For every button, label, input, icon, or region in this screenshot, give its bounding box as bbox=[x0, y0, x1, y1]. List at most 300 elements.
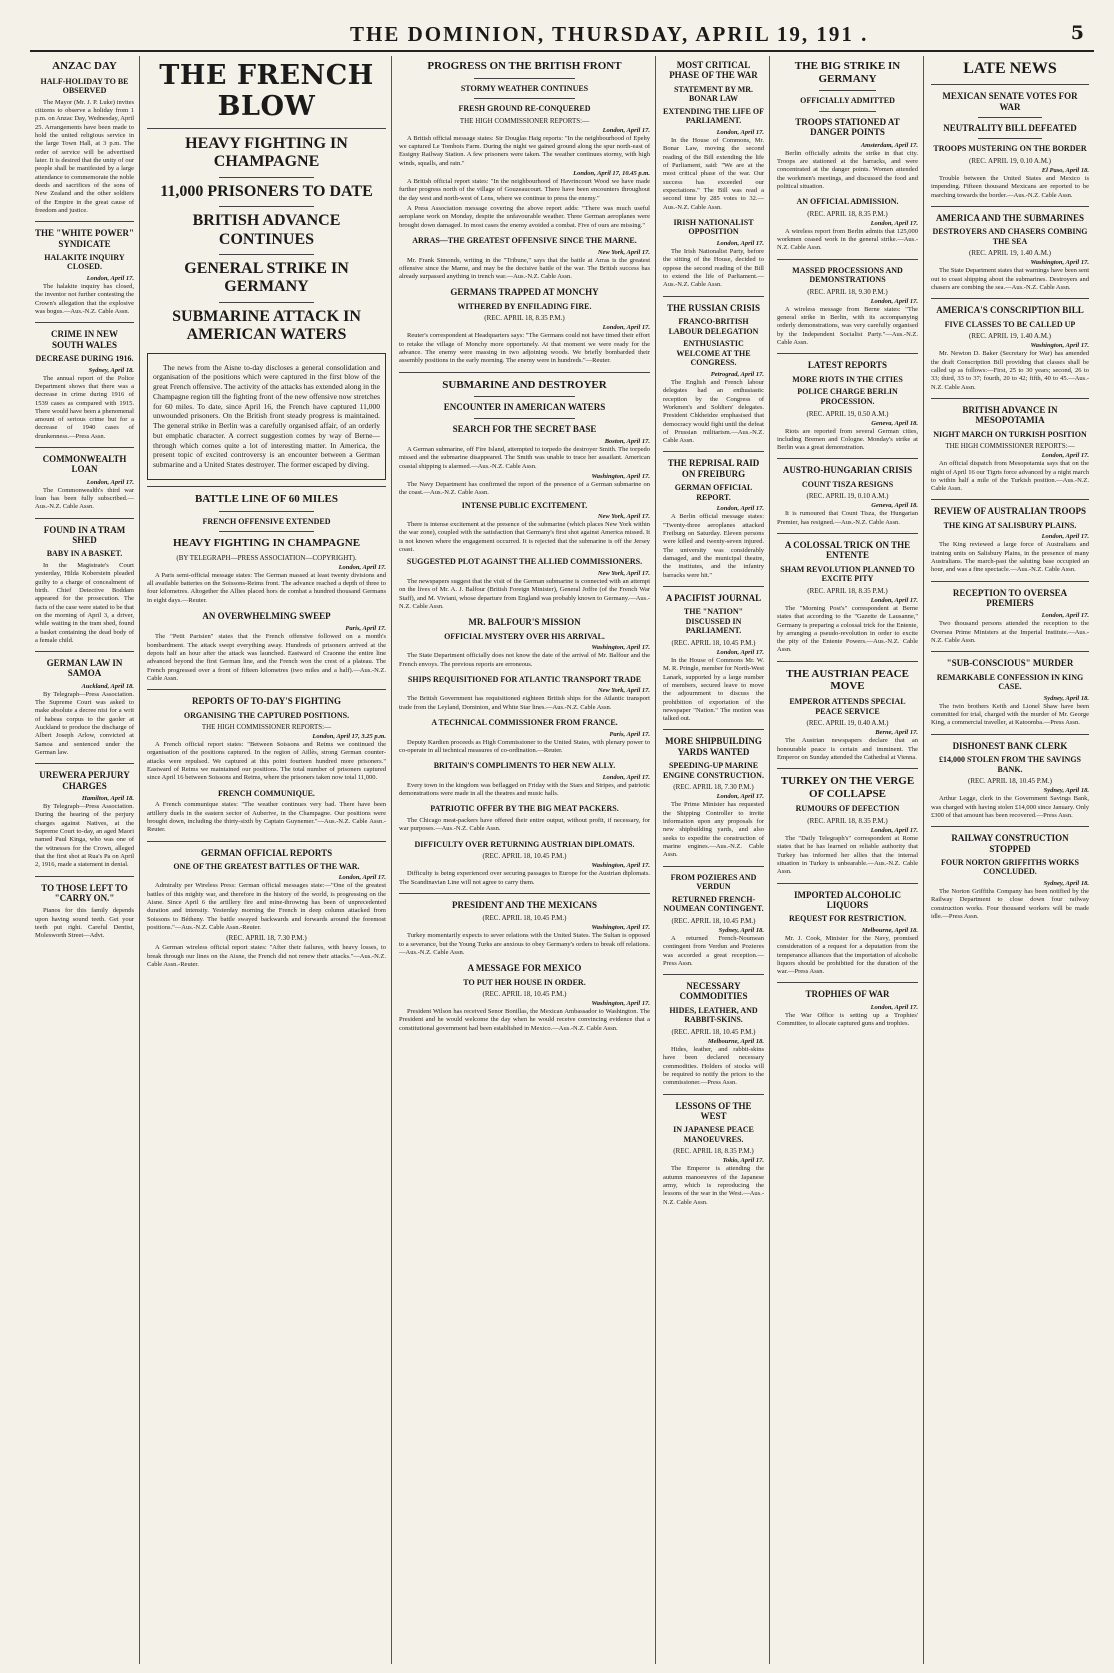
masthead-title: THE DOMINION, THURSDAY, APRIL 19, 191 . bbox=[350, 22, 869, 46]
body-text: The English and French labour delegates had an enthusiastic reception by the Congress of Workmen's and Soldiers' delegates. President Chkheidze emphasised that democracy would fight until the defeat of Prussian militarism.—Aus.-N.Z. Cable Assn. bbox=[663, 378, 764, 445]
divider bbox=[931, 298, 1089, 299]
divider bbox=[219, 254, 315, 255]
received-line: (REC. APRIL 18, 8.35 P.M.) bbox=[807, 209, 888, 218]
headline: GERMAN LAW IN SAMOA bbox=[46, 658, 123, 679]
divider bbox=[931, 206, 1089, 207]
headline: AUSTRO-HUNGARIAN CRISIS bbox=[782, 465, 913, 476]
subheadline: IRISH NATIONALIST OPPOSITION bbox=[673, 217, 754, 237]
subheadline: SPEEDING-UP MARINE ENGINE CONSTRUCTION. bbox=[663, 761, 764, 780]
body-text: A German wireless official report states: "After their failures, with heavy losses, to break through our lines on the Aisne, the French did not renew their attacks."—Aus.-N.Z. Cable Assn.-Reuter. bbox=[147, 944, 386, 968]
headline: TROOPS STATIONED AT DANGER POINTS bbox=[795, 116, 900, 138]
received-line: (REC. APRIL 19, 1.40 A.M.) bbox=[969, 332, 1051, 341]
dateline: Hamilton, April 18. bbox=[81, 795, 134, 803]
subheadline: FRANCO-BRITISH LABOUR DELEGATION bbox=[668, 316, 759, 336]
body-text: The War Office is setting up a Trophies' Committee, to allocate captured guns and trophies. bbox=[777, 1011, 918, 1028]
body-text: Every town in the kingdom was beflagged on Friday with the Stars and Stripes, and patriotic demonstrations were made in all the theatres and music halls. bbox=[399, 781, 650, 798]
headline: THE REPRISAL RAID ON FREIBURG bbox=[667, 458, 760, 479]
body-text: The Mayor (Mr. J. P. Luke) invites citizens to observe a holiday from 1 p.m. on Anzac Day, Wednesday, April 25. Arrangements have been made to hold the united religious service in the large Town Hall, at 3 p.m. The order of service will be advertised later. It is desired that the unity of our people shall be manifested by a large attendance to commemorate the noble deeds and sacrifices of the sons of New Zealand and the other soldiers of the Empire in the great cause of freedom and justice. bbox=[35, 98, 134, 214]
body-text: There is intense excitement at the presence of the submarine (which places New York within the war zone), coupled with the satisfaction that Germany's first shot against America missed. It is not known where the engagement occurred. It is rejected that the submarine is off the Jersey coast. bbox=[399, 521, 650, 554]
divider bbox=[219, 531, 315, 532]
main-headline: THE FRENCH BLOW bbox=[159, 60, 374, 123]
headline: HEAVY FIGHTING IN CHAMPAGNE bbox=[185, 135, 348, 171]
received-line: (REC. APRIL 19, 0.40 A.M.) bbox=[806, 719, 889, 728]
subheadline: HIDES, LEATHER, AND RABBIT-SKINS. bbox=[669, 1005, 758, 1025]
headline: DISHONEST BANK CLERK bbox=[952, 740, 1068, 751]
received-line: (REC. APRIL 19, 0.10 A.M.) bbox=[969, 157, 1051, 166]
story-urewera-perjury bbox=[35, 770, 134, 869]
dateline: London, April 17. bbox=[602, 126, 650, 134]
story-shipbuilding-yards bbox=[663, 736, 764, 859]
dateline: Tokio, April 17. bbox=[722, 1157, 764, 1165]
subheadline: DESTROYERS AND CHASERS COMBING THE SEA bbox=[932, 227, 1088, 246]
subheadline: TO PUT HER HOUSE IN ORDER. bbox=[463, 977, 586, 987]
story-battle-line bbox=[147, 493, 386, 605]
headline: NEUTRALITY BILL DEFEATED bbox=[943, 123, 1077, 134]
subheadline: THE "NATION" DISCUSSED IN PARLIAMENT. bbox=[683, 607, 744, 636]
story-dishonest-bank-clerk bbox=[931, 741, 1089, 820]
divider bbox=[147, 841, 386, 842]
body-text: Turkey momentarily expects to sever relations with the United States. The Sultan is opposed to a severance, but the Young Turks are anxious to obey Germany's orders to break off relations.—Aus.-N.Z. Cable Assn. bbox=[399, 932, 650, 956]
body-text: Two thousand persons attended the reception to the Oversea Prime Ministers at the Imperial Institute.—Aus.-N.Z. Cable Assn. bbox=[931, 620, 1089, 644]
body-text: The Norton Griffiths Company has been notified by the Railway Department to close down four railway construction works. Four thousand workers will be made idle.—Press Assn. bbox=[931, 888, 1089, 921]
headline: GERMANS TRAPPED AT MONCHY bbox=[450, 287, 599, 298]
subheadline: DIFFICULTY OVER RETURNING AUSTRIAN DIPLOMATS. bbox=[414, 839, 635, 849]
divider bbox=[219, 511, 315, 512]
subheadline: HALAKITE INQUIRY CLOSED. bbox=[44, 252, 125, 272]
headline: AN OVERWHELMING SWEEP bbox=[202, 610, 331, 621]
body-text: The British Government has requisitioned eighteen British ships for the Atlantic transport trade from the Leyland, Dominion, and White Star lines.—Aus.-N.Z. Cable Assn. bbox=[399, 695, 650, 711]
dateline: London, April 17. bbox=[870, 1003, 918, 1011]
subheadline: COUNT TISZA RESIGNS bbox=[801, 479, 894, 489]
body-text: Mr. Frank Simonds, writing in the "Tribune," says that the battle at Arras is the greatest offensive since the Marne, and may be the decisive battle of the war. The British success has already surpassed anything in trench war.—Aus.-N.Z. Cable Assn. bbox=[399, 256, 650, 281]
body-text: The Prime Minister has requested the Shipping Controller to invite information upon any proposals for new shipbuilding yards, and also seeks to expedite the construction of marine engines.—Aus.-N.Z. Cable Assn. bbox=[663, 801, 764, 859]
body-text: In the Magistrate's Court yesterday, Hilda Koberstein pleaded guilty to a charge of concealment of birth. Chief Detective Boddam appeared for the prosecution. The facts of the case were stated to be that on the morning of April 3, a driver, while waiting in the tram shed, found a basket containing the dead body of a female child. bbox=[35, 562, 134, 644]
divider bbox=[474, 78, 574, 79]
dateline: Washington, April 17. bbox=[1030, 342, 1089, 350]
story-commonwealth-loan bbox=[35, 454, 134, 512]
story-late-news bbox=[931, 60, 1089, 200]
body-text: President Wilson has received Senor Bonillas, the Mexican Ambassador to Washington. The President and he would welcome the day when he would receive convincing evidence that a constitutional government had been established in Mexico.—Aus.-N.Z. Cable Assn. bbox=[399, 1008, 650, 1032]
dateline: Sydney, April 18. bbox=[1043, 787, 1089, 795]
dateline: London, April 17. bbox=[716, 648, 764, 656]
body-text: Hides, leather, and rabbit-skins have been declared necessary commodities. Holders of stocks will be required to notify the prices to the commissioner.—Press Assn. bbox=[663, 1046, 764, 1087]
dateline: Paris, April 17. bbox=[345, 625, 386, 633]
body-text: The "Daily Telegraph's" correspondent at Rome states that he has learned on reliable authority that Turkey has informed her allies that the internal situation in Turkey is unbearable.—Aus.-N.Z. Cable Assn. bbox=[777, 835, 918, 876]
headline: MORE SHIPBUILDING YARDS WANTED bbox=[665, 736, 762, 757]
subheadline: REQUEST FOR RESTRICTION. bbox=[789, 914, 906, 924]
received-line: (REC. APRIL 18, 10.45 P.M.) bbox=[671, 1028, 756, 1036]
headline: REVIEW OF AUSTRALIAN TROOPS bbox=[933, 506, 1087, 517]
subheadline: MORE RIOTS IN THE CITIES bbox=[792, 374, 903, 384]
divider bbox=[474, 396, 574, 397]
subheadline: GERMAN OFFICIAL REPORT. bbox=[674, 483, 753, 502]
body-text: A German submarine, off Fire Island, attempted to torpedo the destroyer Smith. The torpedo missed and the submarine disappeared. The Smith was unable to trace her assailant. American coastal shipping is alarmed.—Aus.-N.Z. Cable Assn. bbox=[399, 446, 650, 470]
story-britain-compliments bbox=[399, 761, 650, 798]
dateline: Washington, April 17. bbox=[591, 644, 650, 652]
story-austrian-diplomats bbox=[399, 840, 650, 887]
story-message-mexico bbox=[399, 963, 650, 1033]
dateline: New York, April 17. bbox=[597, 248, 650, 256]
headline: SUBMARINE AND DESTROYER bbox=[442, 378, 607, 391]
story-anzac-day bbox=[35, 60, 134, 215]
divider bbox=[399, 372, 650, 373]
story-german-law-samoa bbox=[35, 658, 134, 757]
body-text: The halakite inquiry has closed, the inventor not further contesting the Crown's allegation that the explosive was bogus.—Aus.-N.Z. Cable Assn. bbox=[35, 283, 134, 316]
divider bbox=[777, 883, 918, 884]
headline: RAILWAY CONSTRUCTION STOPPED bbox=[951, 833, 1069, 854]
dateline: London, April 17. bbox=[86, 478, 134, 486]
divider bbox=[777, 458, 918, 459]
story-british-front bbox=[399, 60, 650, 230]
dateline: Melbourne, April 18. bbox=[861, 926, 918, 934]
divider bbox=[777, 353, 918, 354]
divider bbox=[931, 499, 1089, 500]
body-text: Arthur Legge, clerk in the Government Savings Bank, was charged with having stolen £14,000 since January. Only £300 of that amount has been recovered.—Press Assn. bbox=[931, 795, 1089, 819]
dateline: Geneva, April 18. bbox=[871, 419, 918, 427]
caption: THE HIGH COMMISSIONER REPORTS:— bbox=[945, 442, 1075, 451]
body-text: Reuter's correspondent at Headquarters says: "The Germans could not have timed their effort to retake the village of Monchy more opportunely. At that moment we were ready for the advance. The enemy were massing in two adjoining woods. We briefly bombarded their assembly positions in the early morning. The enemy were in hundreds."—Reuter. bbox=[399, 332, 650, 365]
headline: AMERICA'S CONSCRIPTION BILL bbox=[936, 305, 1084, 316]
divider bbox=[147, 128, 386, 129]
headline: AMERICA AND THE SUBMARINES bbox=[935, 212, 1085, 223]
body-text: A returned French-Noumean contingent from Verdun and Pozieres was accorded a great reception.—Press Assn. bbox=[663, 934, 764, 967]
headline: BRITISH ADVANCE CONTINUES bbox=[192, 212, 341, 248]
body-text: A Press Association message covering the above report adds: "There was much useful aeroplane work on Monday, despite the unfavourable weather. Three German aeroplanes were brought down damaged. In most cases the enemy avoided a combat. Five of ours are missing." bbox=[399, 205, 650, 229]
divider bbox=[474, 418, 574, 419]
headline: COMMONWEALTH LOAN bbox=[42, 454, 127, 475]
subheadline: £14,000 STOLEN FROM THE SAVINGS BANK. bbox=[938, 755, 1082, 774]
story-ships-requisitioned bbox=[399, 675, 650, 712]
divider bbox=[35, 447, 134, 448]
received-line: (REC. APRIL 18, 8.35 P.M.) bbox=[807, 586, 888, 595]
column-4 bbox=[658, 56, 770, 1664]
dateline: London, April 17. bbox=[716, 129, 764, 137]
story-submarine-destroyer bbox=[399, 379, 650, 612]
story-overwhelming-sweep bbox=[147, 611, 386, 683]
divider bbox=[978, 138, 1041, 139]
dateline: Washington, April 17. bbox=[591, 472, 650, 480]
dateline: London, April 17, 10.45 p.m. bbox=[573, 170, 650, 178]
subheadline: TROOPS MUSTERING ON THE BORDER bbox=[933, 144, 1087, 154]
divider bbox=[663, 729, 764, 730]
subheadline: INTENSE PUBLIC EXCITEMENT. bbox=[461, 500, 588, 510]
story-crime-nsw bbox=[35, 329, 134, 441]
body-text: The Chicago meat-packers have offered their entire output, without profit, if necessary, for war purposes.—Aus.-N.Z. Cable Assn. bbox=[399, 817, 650, 833]
headline: HEAVY FIGHTING IN CHAMPAGNE bbox=[172, 537, 361, 550]
body-text: The newspapers suggest that the visit of the German submarine is connected with an attempt on the lives of Mr. A. J. Balfour (British Foreign Minister), General Joffre (of the French War Staff), and M. Viviani, whose departure from England was probably known to Germany.—Aus.-N.Z. Cable Assn. bbox=[399, 578, 650, 610]
story-irish-nationalist bbox=[663, 218, 764, 290]
dateline: London, April 17. bbox=[870, 827, 918, 835]
body-text: Berlin officially admits the strike in that city. Troops are stationed at the barracks, and were concentrated at the danger points. Women attended the workmen's meetings, and discussed the food and political situation. bbox=[777, 149, 918, 190]
body-text: By Telegraph—Press Association. During the hearing of the perjury charges against Natives, at the Supreme Court to-day, an aged Maori named Paul Kinga, who was one of the witnesses for the Crown, alleged that the first shot at Rua's Pa on April 2, 1916, made a statement in denial. bbox=[35, 803, 134, 869]
headline: A COLOSSAL TRICK ON THE ENTENTE bbox=[784, 540, 911, 561]
dateline: London, April 17. bbox=[1041, 533, 1089, 541]
body-text: The State Department states that warnings have been sent out to coast shipping about the submarines. Destroyers and chasers are combing the sea.—Aus.-N.Z. Cable Assn. bbox=[931, 267, 1089, 292]
received-line: (REC. APRIL 18, 10.45 P.M.) bbox=[671, 916, 756, 925]
headline: BRITISH ADVANCE IN MESOPOTAMIA bbox=[962, 404, 1058, 426]
headline: TROPHIES OF WAR bbox=[805, 989, 890, 1000]
headline: IMPORTED ALCOHOLIC LIQUORS bbox=[794, 889, 901, 910]
received-line: (REC. APRIL 18, 8.35 P.M.) bbox=[484, 314, 565, 323]
received-line: (REC. APRIL 19, 1.40 A.M.) bbox=[969, 249, 1051, 258]
received-line: (REC. APRIL 18, 10.45 P.M.) bbox=[671, 638, 756, 647]
body-text: The twin brothers Keith and Lionel Shaw have been committed for trial, charged with the murder of Mr. George King, a commercial traveller, at Katoomba.—Press Assn. bbox=[931, 702, 1089, 727]
subheadline: SUGGESTED PLOT AGAINST THE ALLIED COMMISSIONERS. bbox=[406, 557, 643, 567]
divider bbox=[777, 768, 918, 769]
divider bbox=[663, 974, 764, 975]
story-oversea-premiers bbox=[931, 588, 1089, 646]
divider bbox=[663, 586, 764, 587]
dateline: Washington, April 17. bbox=[591, 924, 650, 932]
dateline: London, April 17. bbox=[602, 324, 650, 332]
subheadline: SHIPS REQUISITIONED FOR ATLANTIC TRANSPORT TRADE bbox=[407, 674, 642, 684]
body-text: The Emperor is attending the autumn manoeuvres of the Japanese army, which is reproducing the lessons of the war in the West.—Aus.-N.Z. Cable Assn. bbox=[663, 1165, 764, 1206]
headline: THE RUSSIAN CRISIS bbox=[666, 302, 761, 313]
received-line: (REC. APRIL 18, 10.45 P.M.) bbox=[482, 914, 567, 923]
dateline: New York, April 17. bbox=[597, 513, 650, 521]
headline: UREWERA PERJURY CHARGES bbox=[39, 770, 130, 791]
subheadline: OFFICIAL MYSTERY OVER HIS ARRIVAL. bbox=[444, 631, 605, 641]
story-conscription-bill bbox=[931, 305, 1089, 392]
subheadline: THE KING AT SALISBURY PLAINS. bbox=[943, 520, 1077, 530]
dateline: Sydney, April 18. bbox=[88, 366, 134, 374]
section-title: LATE NEWS bbox=[963, 60, 1057, 77]
headline: A PACIFIST JOURNAL bbox=[665, 592, 762, 603]
subheadline: NIGHT MARCH ON TURKISH POSITION bbox=[933, 429, 1087, 439]
dateline: London, April 17. bbox=[716, 240, 764, 248]
story-turkey-collapse bbox=[777, 775, 918, 876]
story-official-admission bbox=[777, 197, 918, 253]
dateline: Washington, April 17. bbox=[591, 862, 650, 870]
subheadline: BABY IN A BASKET. bbox=[46, 549, 123, 559]
subheadline: FOUR NORTON GRIFFITHS WORKS CONCLUDED. bbox=[941, 857, 1079, 877]
body-text: The Irish Nationalist Party, before the sitting of the House, decided to oppose the second reading of the Bill to extend the life of Parliament.—Aus.-N.Z. Cable Assn. bbox=[663, 248, 764, 289]
dateline: London, April 17. bbox=[1041, 452, 1089, 460]
dateline: London, April 17. bbox=[716, 505, 764, 513]
divider bbox=[777, 661, 918, 662]
divider bbox=[147, 689, 386, 690]
story-arras bbox=[399, 236, 650, 282]
divider bbox=[931, 826, 1089, 827]
column-5 bbox=[772, 56, 924, 1664]
body-text: A wireless message from Berne states: "The general strike in Berlin, with its accompanying orderly demonstrations, was very carefully organised by the Independent Socialist Party."—Aus.-N.Z. Cable Assn. bbox=[777, 305, 918, 347]
column-2 bbox=[142, 56, 392, 1664]
story-railway-construction bbox=[931, 833, 1089, 921]
divider bbox=[219, 302, 315, 303]
story-monchy bbox=[399, 287, 650, 365]
headline: FOUND IN A TRAM SHED bbox=[43, 524, 126, 546]
body-text: In the House of Commons, Mr. Bonar Law, moving the second reading of the Bill extending the life of Parliament, said: "We are at the most critical phase of the war. Our success has exceeded our expectations." The Bill was read a second time by 285 votes to 32.—Aus.-N.Z. Cable Assn. bbox=[663, 137, 764, 211]
story-necessary-commodities bbox=[663, 981, 764, 1087]
subheadline: RUMOURS OF DEFECTION bbox=[795, 804, 900, 814]
story-french-blow bbox=[147, 60, 386, 480]
dateline: Auckland, April 18. bbox=[81, 682, 134, 690]
story-america-submarines bbox=[931, 213, 1089, 292]
headline: RECEPTION TO OVERSEA PREMIERS bbox=[952, 587, 1068, 608]
received-line: (REC. APRIL 18, 10.45 P.M.) bbox=[482, 852, 567, 861]
body-text: A French official report states: "Between Soissons and Reims we continued the organisation of the positions captured. In the region of Aillès, strong German counter-attacks were repulsed. We captured at this point fourteen hundred more prisoners." Eastward of Reims we maintained our positions. The total number of prisoners captured since April 16 between Soissons and Reims, where the prisoners taken now total 11,000. bbox=[147, 741, 386, 782]
body-text: The State Department officially does not know the date of the arrival of Mr. Balfour and the French envoys. The previous reports are erroneous. bbox=[399, 652, 650, 668]
story-pacifist-journal bbox=[663, 593, 764, 724]
headline: PROGRESS ON THE BRITISH FRONT bbox=[427, 60, 622, 72]
divider bbox=[931, 84, 1089, 85]
body-text: Riots are reported from several German cities, including Bremen and Cologne. Monday's strike at Berlin was a great demonstration. bbox=[777, 427, 918, 452]
story-russian-crisis bbox=[663, 303, 764, 446]
subheadline: ENTHUSIASTIC WELCOME AT THE CONGRESS. bbox=[676, 339, 751, 368]
body-text: Admiralty per Wireless Press: German official messages state:—"One of the greatest battles of this mighty war, and therefore in the history of the world, is progressing on the Aisne. Since April 6 the artillery fire and mine-throwing has been of unprecedented duration and intensity. Yesterday morning the French in deep column attacked from Soissons to Bétheny. The battle swayed backwards and forwards around the foremost positions."—Aus.-N.Z. Cable Assn.-Reuter. bbox=[147, 882, 386, 932]
received-line: (REC. APRIL 19, 0.10 A.M.) bbox=[806, 492, 889, 501]
headline: ENCOUNTER IN AMERICAN WATERS bbox=[443, 402, 606, 413]
body-text: An official dispatch from Mesopotamia says that on the night of April 16 our Tigris force advanced by a night march to within half a mile of the Turkish position.—Aus.-N.Z. Cable Assn. bbox=[931, 460, 1089, 493]
divider bbox=[663, 296, 764, 297]
body-text: By Telegraph—Press Association. The Supreme Court was asked to make absolute a decree nisi for a writ of habeas corpus to the gaoler at Auckland to produce the discharge of Albert Joseph Arlow, convicted at Samoa and sentenced under the German law. bbox=[35, 690, 134, 757]
headline: THE AUSTRIAN PEACE MOVE bbox=[786, 667, 909, 693]
caption: (BY TELEGRAPH—PRESS ASSOCIATION—COPYRIGHT). bbox=[176, 553, 357, 562]
caption: THE HIGH COMMISSIONER REPORTS:— bbox=[201, 723, 332, 732]
subheadline: RETURNED FRENCH-NOUMEAN CONTINGENT. bbox=[663, 894, 764, 914]
headline: LATEST REPORTS bbox=[807, 360, 888, 371]
story-president-mexicans bbox=[399, 900, 650, 957]
story-carry-on-advt bbox=[35, 883, 134, 941]
body-text: A Paris semi-official message states: The German massed at least twenty divisions and all available batteries on the Soissons-Reims front. The advance reached a depth of three to four kilometres. Altogether the Allies placed hors de combat a hundred thousand Germans in eight days.—Reuter. bbox=[147, 571, 386, 604]
subheadline: ORGANISING THE CAPTURED POSITIONS. bbox=[183, 710, 350, 720]
headline: MOST CRITICAL PHASE OF THE WAR bbox=[669, 60, 758, 81]
subheadline: FRENCH COMMUNIQUE. bbox=[218, 788, 315, 798]
dateline: Boston, April 17. bbox=[604, 438, 650, 445]
subheadline: OFFICIALLY ADMITTED bbox=[800, 96, 895, 106]
divider bbox=[663, 451, 764, 452]
headline: ANZAC DAY bbox=[52, 60, 117, 72]
received-line: (REC. APRIL 18, 7.30 P.M.) bbox=[673, 783, 754, 792]
subheadline: DECREASE DURING 1916. bbox=[35, 354, 134, 364]
story-technical-commissioner bbox=[399, 718, 650, 755]
body-text: A Berlin official message states: "Twenty-three aeroplanes attacked Freiburg on Saturday. Eleven persons were killed and twenty-seven injured. The university was considerably damaged, and the municipal theatre, the institutes, and the infantry barracks were hit." bbox=[663, 513, 764, 579]
body-text: Mr. J. Cook, Minister for the Navy, promised consideration of a request for a deputation from the temperance alliances that the importation of alcoholic liquors should be prohibited for the duration of the war.—Press Assn. bbox=[777, 934, 918, 976]
subheadline: FRESH GROUND RE-CONQUERED bbox=[458, 104, 591, 114]
subheadline: HALF-HOLIDAY TO BE OBSERVED bbox=[40, 76, 129, 96]
subheadline: EXTENDING THE LIFE OF PARLIAMENT. bbox=[663, 106, 764, 126]
lead-text: The news from the Aisne to-day discloses a general consolidation and organisation of the positions which were captured in the first blow of the great French offensive. The activity of the attacks has extended along in the Champagne region till the fighting front of the new offensive now stretches for 60 miles. To date, since April 16, the French have captured 11,000 unwounded prisoners. On the British front steady progress is maintained. The general strike in Berlin was a carefully organised affair, of an orderly but emphatic character. A correct suggestion comes by way of Berne—through which comes quite a lot of interesting matter. In America, the present topic of excited controversy is an encounter between a German submarine and a United States destroyer. The former escaped by diving. bbox=[153, 362, 380, 470]
story-alcoholic-liquors bbox=[777, 890, 918, 977]
body-text: It is rumoured that Count Tisza, the Hungarian Premier, has resigned.—Aus.-N.Z. Cable Assn. bbox=[777, 510, 918, 526]
divider bbox=[819, 90, 875, 91]
headline: TO THOSE LEFT TO "CARRY ON." bbox=[41, 882, 128, 903]
dateline: Berne, April 17. bbox=[875, 729, 918, 737]
body-text: The Navy Department has confirmed the report of the presence of a German submarine on the coast.—Aus.-N.Z. Cable Assn. bbox=[399, 480, 650, 497]
divider bbox=[35, 763, 134, 764]
divider bbox=[931, 581, 1089, 582]
column-6 bbox=[926, 56, 1094, 1664]
body-text: A British official message states: Sir Douglas Haig reports: "In the neighbourhood of Epehy we captured Le Tombois Farm. During the night we gained ground along the spur north-east of Essigny Railway Station. A few prisoners were taken. The weather continues stormy, with high winds, squalls, and rain." bbox=[399, 134, 650, 167]
body-text: A wireless report from Berlin admits that 125,000 workmen ceased work in the general strike.—Aus.-N.Z. Cable Assn. bbox=[777, 227, 918, 252]
body-text: Trouble between the United States and Mexico is impending. Fifteen thousand Mexicans are reported to be marching towards the border.—Aus.-N.Z. Cable Assn. bbox=[931, 175, 1089, 199]
subheadline: PATRIOTIC OFFER BY THE BIG MEAT PACKERS. bbox=[430, 804, 619, 814]
page-number: 5 bbox=[1070, 22, 1084, 44]
subheadline: FIVE CLASSES TO BE CALLED UP bbox=[944, 319, 1076, 329]
subheadline: POLICE CHARGE BERLIN PROCESSION. bbox=[797, 387, 898, 406]
dateline: Paris, April 17. bbox=[609, 730, 650, 738]
dateline: New York, April 17. bbox=[597, 687, 650, 695]
received-line: (REC. APRIL 18, 9.30 P.M.) bbox=[807, 287, 888, 296]
body-text: The annual report of the Police Department shows that there was a decrease in crime during 1916 of 1539 cases as compared with 1915. There would have been a phenomenal amount of serious crime but for a decrease of 1940 cases of drunkenness.—Press Assn. bbox=[35, 374, 134, 440]
divider bbox=[931, 734, 1089, 735]
divider bbox=[978, 117, 1041, 118]
dateline: Melbourne, April 18. bbox=[707, 1038, 764, 1045]
headline: THE "WHITE POWER" SYNDICATE bbox=[35, 228, 135, 249]
dateline: Petrograd, April 17. bbox=[710, 370, 764, 378]
divider bbox=[777, 533, 918, 534]
headline: MR. BALFOUR'S MISSION bbox=[468, 617, 581, 628]
body-text: A British official report states: "In the neighbourhood of Havrincourt Wood we have made further progress north of the village of Gouzeaucourt. There have been encounters throughout the day west and north-west of Lens, where we continue to press the enemy." bbox=[399, 178, 650, 202]
subheadline: IN JAPANESE PEACE MANOEUVRES. bbox=[673, 1125, 754, 1144]
column-1 bbox=[30, 56, 140, 1664]
subheadline: MASSED PROCESSIONS AND DEMONSTRATIONS bbox=[792, 265, 903, 285]
subheadline: BRITAIN'S COMPLIMENTS TO HER NEW ALLY. bbox=[433, 761, 616, 771]
story-review-australian-troops bbox=[931, 506, 1089, 574]
story-colossal-trick bbox=[777, 540, 918, 655]
dateline: Sydney, April 18. bbox=[718, 926, 764, 934]
story-mesopotamia bbox=[931, 405, 1089, 494]
subheadline: FRENCH OFFENSIVE EXTENDED bbox=[202, 516, 331, 526]
headline: CRIME IN NEW SOUTH WALES bbox=[50, 329, 118, 350]
masthead bbox=[30, 20, 1094, 52]
divider bbox=[663, 866, 764, 867]
divider bbox=[35, 221, 134, 222]
divider bbox=[35, 322, 134, 323]
divider bbox=[931, 651, 1089, 652]
headline: REPORTS OF TO-DAY'S FIGHTING bbox=[192, 696, 341, 707]
subheadline: ONE OF THE GREATEST BATTLES OF THE WAR. bbox=[173, 861, 360, 871]
headline: GERMAN OFFICIAL REPORTS bbox=[200, 847, 333, 858]
body-text: The "Petit Parisien" states that the French offensive followed on a month's bombardment. The attack swept everything away. Hundreds of prisoners arrived at the depots half an hour after the attack was launched. Eastward of Craonne the entire line advanced beyond the first German line, and the French won the crest of a plateau. The French progressed over a front of fifteen kilometres (two miles and a half).—Aus.-N.Z. Cable Assn. bbox=[147, 633, 386, 682]
story-meat-packers bbox=[399, 804, 650, 833]
headline: "SUB-CONSCIOUS" MURDER bbox=[946, 658, 1074, 669]
headline: LESSONS OF THE WEST bbox=[675, 1100, 752, 1121]
story-tram-shed bbox=[35, 525, 134, 645]
divider bbox=[35, 518, 134, 519]
divider bbox=[35, 876, 134, 877]
dateline: Sydney, April 18. bbox=[1043, 694, 1089, 702]
subheadline: EMPEROR ATTENDS SPECIAL PEACE SERVICE bbox=[789, 697, 906, 716]
divider bbox=[777, 982, 918, 983]
dateline: Geneva, April 18. bbox=[871, 502, 918, 510]
dateline: London, April 17. bbox=[716, 793, 764, 801]
headline: BATTLE LINE OF 60 MILES bbox=[194, 492, 339, 505]
story-subconscious-murder bbox=[931, 658, 1089, 727]
headline: MEXICAN SENATE VOTES FOR WAR bbox=[942, 91, 1078, 112]
divider bbox=[663, 1094, 764, 1095]
caption: THE HIGH COMMISSIONER REPORTS:— bbox=[459, 116, 590, 125]
divider bbox=[219, 206, 315, 207]
subheadline: AN OFFICIAL ADMISSION. bbox=[796, 197, 899, 207]
subheadline: ARRAS—THE GREATEST OFFENSIVE SINCE THE MARNE. bbox=[412, 235, 637, 245]
received-line: (REC. APRIL 18, 8.35 P.M.) bbox=[673, 1147, 754, 1156]
divider bbox=[219, 177, 315, 178]
dateline: London, April 17, 3.25 p.m. bbox=[312, 733, 386, 741]
headline: SEARCH FOR THE SECRET BASE bbox=[452, 423, 597, 434]
headline: 11,000 PRISONERS TO DATE bbox=[160, 182, 373, 200]
subheadline: FROM POZIERES AND VERDUN bbox=[670, 872, 757, 892]
body-text: The King reviewed a large force of Australians and training units on Salisbury Plains, in the presence of many Australians. The march-past the saluting base occupied an hour, and was a fine spectacle.—Aus.-N.Z. Cable Assn. bbox=[931, 541, 1089, 574]
summary-box bbox=[147, 353, 386, 480]
story-critical-phase bbox=[663, 60, 764, 212]
body-text: The Commonwealth's third war loan has been fully subscribed.—Aus.-N.Z. Cable Assn. bbox=[35, 486, 134, 511]
dateline: Sydney, April 18. bbox=[1043, 880, 1089, 888]
story-austrian-peace bbox=[777, 668, 918, 762]
divider bbox=[399, 893, 650, 894]
story-balfour-mission bbox=[399, 617, 650, 669]
divider bbox=[35, 651, 134, 652]
